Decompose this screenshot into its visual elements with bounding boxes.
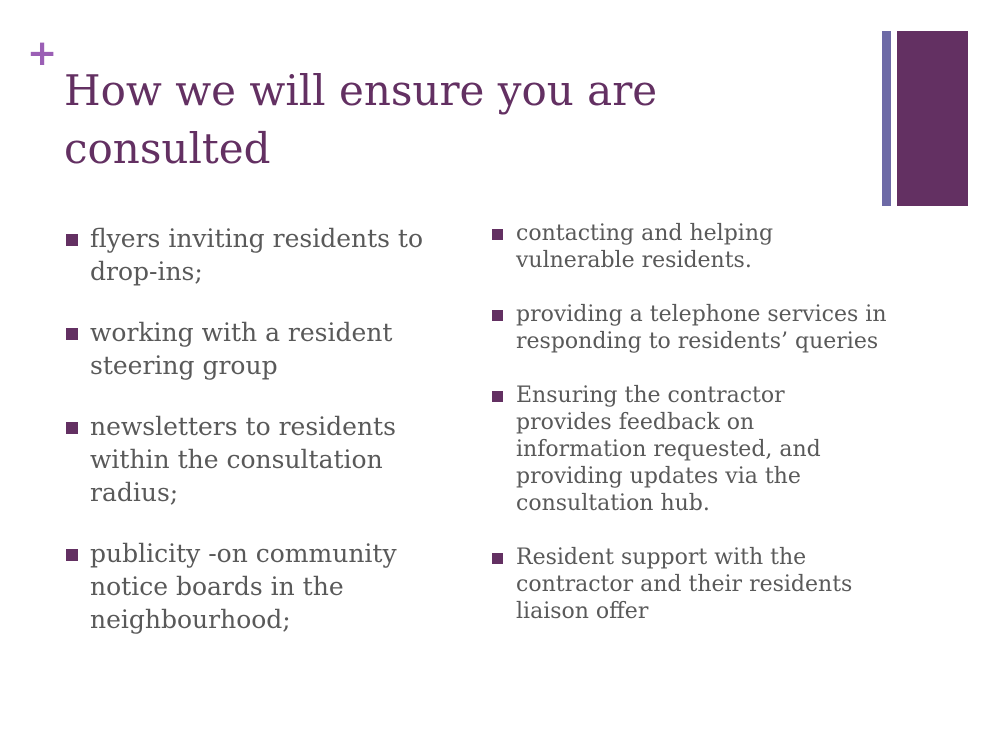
list-item xyxy=(66,410,451,509)
list-item xyxy=(66,316,451,382)
square-bullet-icon xyxy=(492,391,503,402)
list-item xyxy=(492,220,887,274)
square-bullet-icon xyxy=(66,328,78,340)
accent-bar-thick xyxy=(897,31,968,206)
bullet-text: providing a telephone services in responding to residents’ queries xyxy=(516,302,887,354)
square-bullet-icon xyxy=(66,422,78,434)
list-item xyxy=(492,382,887,517)
plus-icon: + xyxy=(27,33,58,74)
list-item xyxy=(66,537,451,636)
square-bullet-icon xyxy=(492,229,503,240)
square-bullet-icon xyxy=(66,549,78,561)
accent-bar-thin xyxy=(882,31,891,206)
bullet-text: Resident support with the contractor and their residents liaison offer xyxy=(516,545,853,624)
bullet-text: publicity -on community notice boards in the neighbourhood; xyxy=(90,539,397,634)
bullet-text: flyers inviting residents to drop-ins; xyxy=(90,224,424,286)
bullet-text: contacting and helping vulnerable residents. xyxy=(516,221,774,273)
list-item xyxy=(492,544,887,625)
square-bullet-icon xyxy=(492,553,503,564)
bullet-text: Ensuring the contractor provides feedback on information requested, and providing updates via the consultation hub. xyxy=(516,383,821,516)
bullet-list-right xyxy=(492,220,887,652)
bullet-text: newsletters to residents within the consultation radius; xyxy=(90,412,396,507)
slide-title: How we will ensure you are consulted xyxy=(64,66,658,173)
bullet-list-left xyxy=(66,222,451,664)
list-item xyxy=(492,301,887,355)
square-bullet-icon xyxy=(492,310,503,321)
square-bullet-icon xyxy=(66,234,78,246)
bullet-text: working with a resident steering group xyxy=(90,318,393,380)
list-item xyxy=(66,222,451,288)
